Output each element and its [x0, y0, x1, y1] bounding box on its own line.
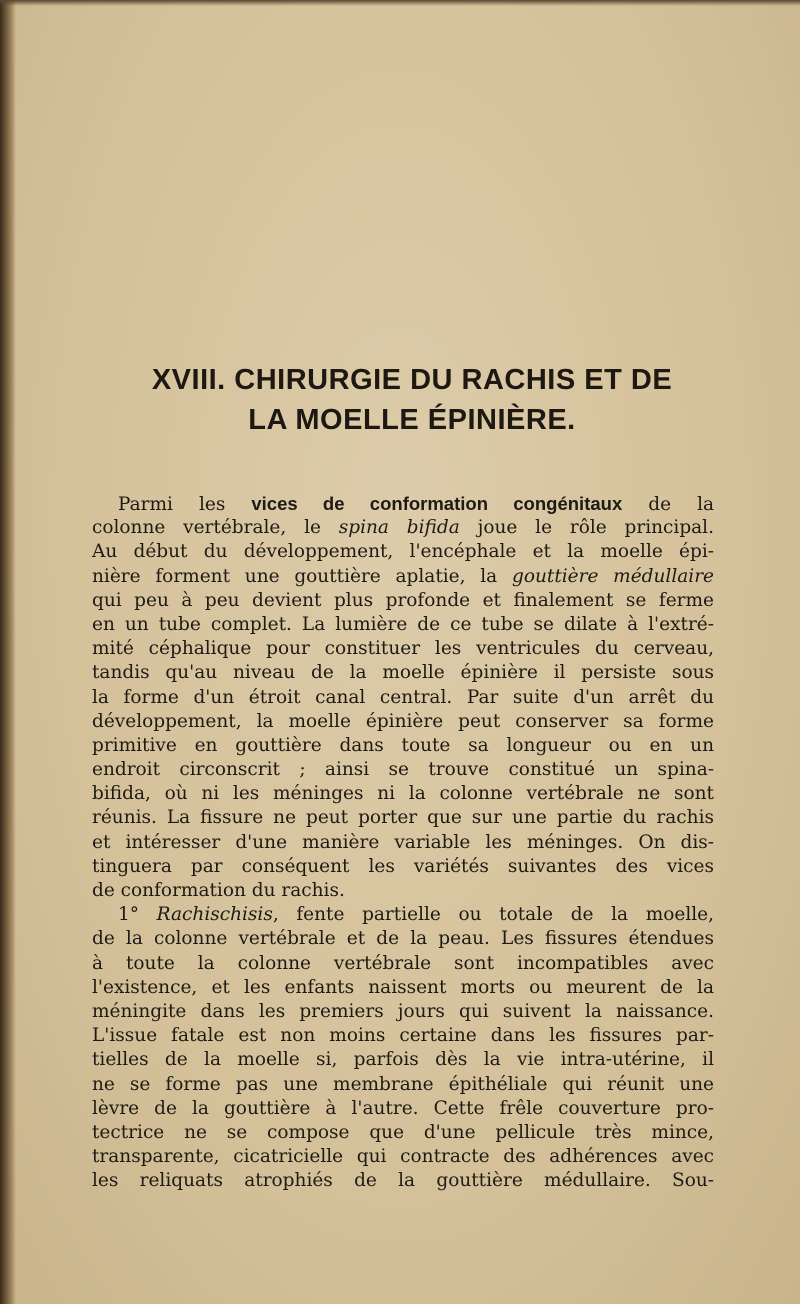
text-line: tinguera par conséquent les variétés suivantes des vices — [92, 855, 714, 877]
text-line: Au début du développement, l'encéphale et la moelle épi- — [92, 541, 714, 563]
text-line: réunis. La fissure ne peut porter que sur une partie du rachis — [92, 807, 714, 829]
text-line — [92, 516, 714, 540]
text-line: et intéresser d'une manière variable les méninges. On dis- — [92, 831, 714, 853]
italic-term: gouttière médullaire — [511, 565, 714, 587]
text-line — [92, 903, 714, 927]
text-line: endroit circonscrit ; ainsi se trouve constitué un spina- — [92, 759, 714, 781]
italic-term: Rachischisis — [156, 904, 273, 926]
text-line: tectrice ne se compose que d'une pellicule très mince, — [92, 1121, 714, 1143]
text-line: lèvre de la gouttière à l'autre. Cette frêle couverture pro- — [92, 1097, 714, 1119]
text-line: bifida, où ni les méninges ni la colonne vertébrale ne sont — [92, 783, 714, 805]
text-line: de conformation du rachis. — [92, 880, 345, 901]
text-line: de la colonne vertébrale et de la peau. Les fissures étendues — [92, 928, 714, 950]
text-line: la forme d'un étroit canal central. Par suite d'un arrêt du — [92, 686, 714, 708]
text-line: mité céphalique pour constituer les ventricules du cerveau, — [92, 638, 714, 660]
text-line: développement, la moelle épinière peut conserver sa forme — [92, 710, 714, 732]
text-line: à toute la colonne vertébrale sont incompatibles avec — [92, 952, 714, 974]
text-line: l'existence, et les enfants naissent morts ou meurent de la — [92, 976, 714, 998]
text-line: L'issue fatale est non moins certaine dans les fissures par- — [92, 1025, 714, 1047]
text-run: nière forment une gouttière aplatie, la — [92, 565, 512, 587]
text-run: 1° — [118, 904, 157, 926]
text-run: joue le rôle principal. — [459, 517, 714, 539]
italic-term: spina bifida — [338, 517, 460, 539]
text-run: colonne vertébrale, le — [92, 517, 339, 539]
text-line: en un tube complet. La lumière de ce tube se dilate à l'extré- — [92, 613, 714, 635]
text-line: méningite dans les premiers jours qui suivent la naissance. — [92, 1000, 714, 1022]
text-line: tielles de la moelle si, parfois dès la vie intra-utérine, il — [92, 1049, 714, 1071]
text-run: , fente partielle ou totale de la moelle, — [272, 904, 714, 926]
text-line: ne se forme pas une membrane épithéliale qui réunit une — [92, 1073, 714, 1095]
text-line: primitive en gouttière dans toute sa longueur ou en un — [92, 734, 714, 756]
text-line: transparente, cicatricielle qui contracte des adhérences avec — [92, 1146, 714, 1168]
text-line: qui peu à peu devient plus profonde et finalement se ferme — [92, 589, 714, 611]
page-binding-edge — [0, 0, 16, 1304]
text-line: tandis qu'au niveau de la moelle épinière il persiste sous — [92, 662, 714, 684]
chapter-title — [92, 360, 732, 440]
bold-phrase: vices de conformation congénitaux — [251, 493, 623, 514]
text-line — [92, 565, 714, 589]
chapter-title-line-2: LA MOELLE ÉPINIÈRE. — [248, 404, 576, 436]
page-top-edge — [0, 0, 800, 6]
text-run: Parmi les — [118, 494, 252, 515]
body-text — [92, 492, 714, 1193]
chapter-title-line-1: XVIII. CHIRURGIE DU RACHIS ET DE — [151, 364, 673, 396]
text-line: les reliquats atrophiés de la gouttière médullaire. Sou- — [92, 1170, 714, 1192]
text-run: de la — [622, 494, 715, 515]
text-line — [92, 492, 714, 516]
